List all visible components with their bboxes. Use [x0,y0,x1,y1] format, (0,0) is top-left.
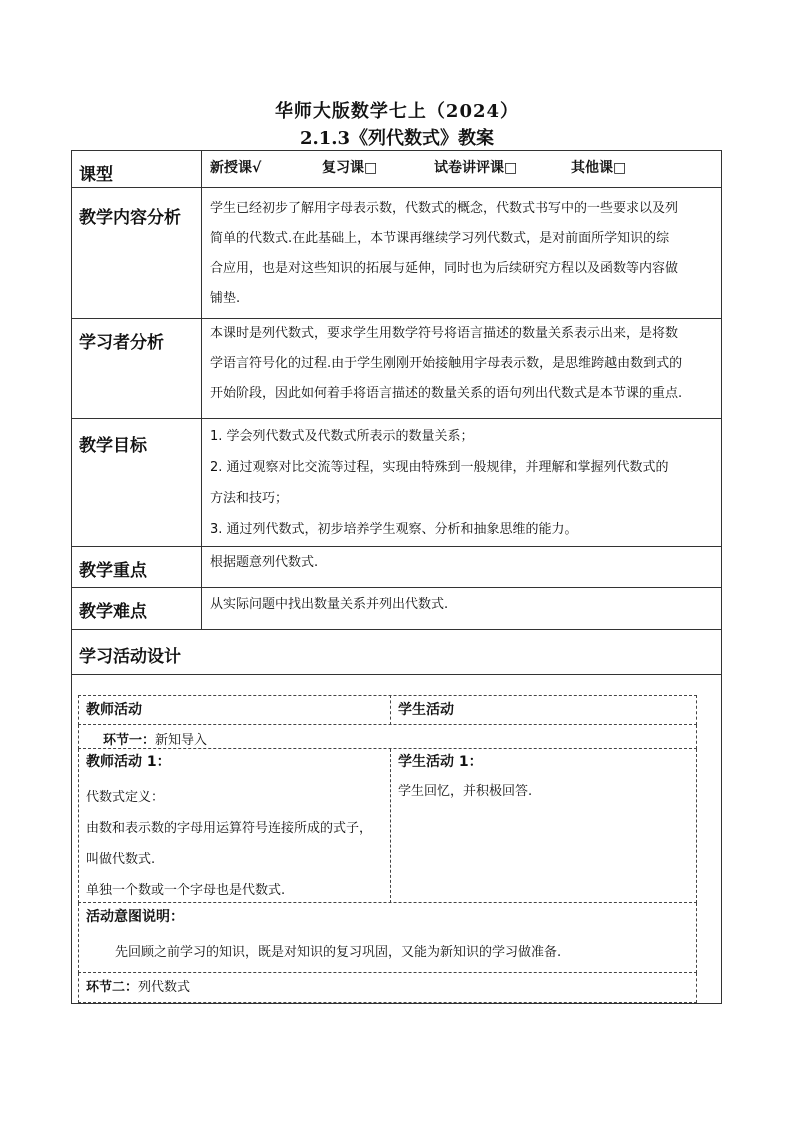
row-divider [71,629,722,630]
difficulties-text: 从实际问题中找出数量关系并列出代数式. [210,597,449,612]
activity1-divider [390,749,391,903]
teacher-activity-header: 教师活动 [86,702,142,718]
student-activity-1-text: 学生回忆，并积极回答. [398,784,533,799]
objectives-text: 1. 学会列代数式及代数式所表示的数量关系； 2. 通过观察对比交流等过程，实现由特殊到一般规律，并理解和掌握列代数式的 方法和技巧； 3. 通过列代数式，初步培养学生观察、分析和抽象思维的能力。 [210,429,669,537]
course-type-other: 其他课□ [571,160,627,176]
course-type-review: 复习课□ [322,160,378,176]
student-activity-1-title: 学生活动 1： [398,754,483,770]
teacher-activity-1-line: 单独一个数或一个字母也是代数式. [86,883,286,898]
teacher-activity-1-line: 代数式定义： [86,790,165,805]
activity-header-divider [390,695,391,725]
course-type-label: 课型 [79,165,113,185]
row-divider [71,587,722,588]
activity-intent-title: 活动意图说明： [86,909,184,925]
key-points-text: 根据题意列代数式. [210,555,319,570]
row-divider [71,674,722,675]
document-title: 华师大版数学七上（2024） [274,101,520,122]
difficulties-label: 教学难点 [79,602,147,622]
activity-intent-text: 先回顾之前学习的知识，既是对知识的复习巩固，又能为新知识的学习做准备. [115,945,562,960]
row-divider [71,187,722,188]
document-subtitle: 2.1.3《列代数式》教案 [299,128,495,149]
objectives-label: 教学目标 [79,436,147,456]
section2-title: 环节二：列代数式 [86,980,191,995]
learner-analysis-label: 学习者分析 [79,333,164,353]
activity-design-label: 学习活动设计 [79,647,181,667]
key-points-label: 教学重点 [79,561,147,581]
content-analysis-label: 教学内容分析 [79,208,181,228]
course-type-test-review: 试卷讲评课□ [434,160,518,176]
row-divider [71,418,722,419]
student-activity-header: 学生活动 [398,702,454,718]
learner-analysis-text: 本课时是列代数式，要求学生用数学符号将语言描述的数量关系表示出来，是将数 学语言符号化的过程.由于学生刚刚开始接触用字母表示数，是思维跨越由数到式的 开始阶段，因此如何着手将语言描述的数量关系的语句列出代数式是本节课的重点. [210,326,683,401]
course-type-new: 新授课√ [210,160,262,176]
column-divider [201,150,202,629]
activity-header-row [78,695,697,725]
content-analysis-text: 学生已经初步了解用字母表示数，代数式的概念，代数式书写中的一些要求以及列 简单的代数式.在此基础上，本节课再继续学习列代数式，是对前面所学知识的综 合应用，也是对这些知识的拓展与延伸，同时也为后续研究方程以及函数等内容做 铺垫. [210,201,679,306]
teacher-activity-1-line: 由数和表示数的字母用运算符号连接所成的式子， [86,821,373,836]
teacher-activity-1-title: 教师活动 1： [86,754,171,770]
row-divider [71,546,722,547]
section1-title: 环节一：新知导入 [103,733,208,748]
teacher-activity-1-line: 叫做代数式. [86,852,156,867]
